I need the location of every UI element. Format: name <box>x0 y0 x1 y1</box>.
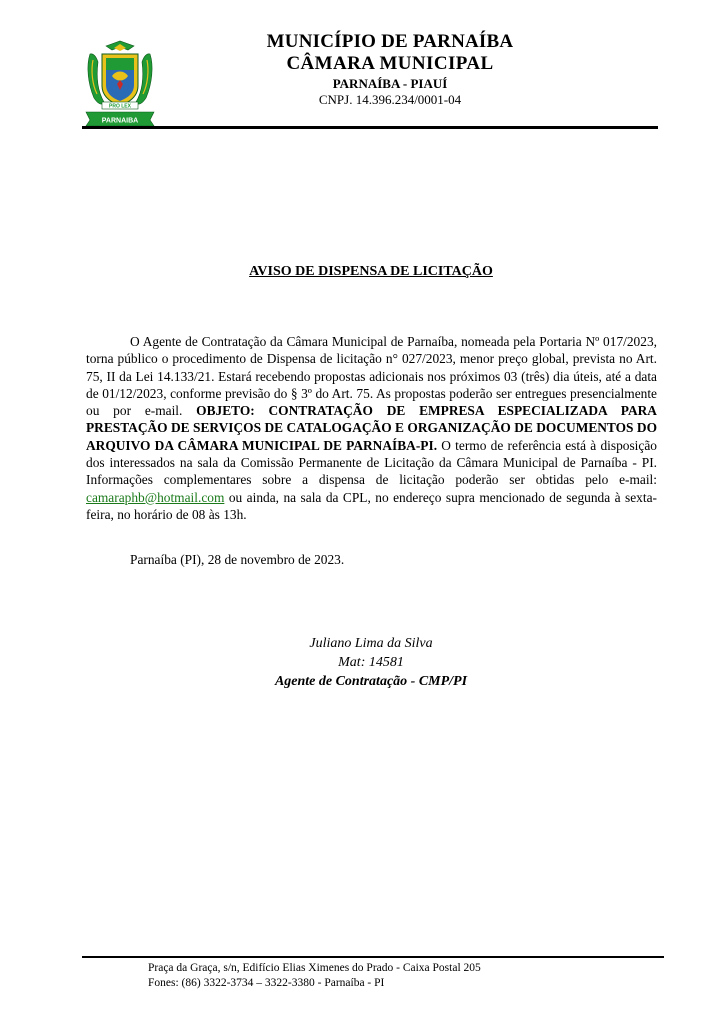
notice-intro: O Agente de Contratação da Câmara Municipal de Parnaíba, nomeada pela Portaria Nº 017/2023, torna público o procedimento de Dispensa de licitação n° 027/2023, menor preço global, prevista no Art. 75, II da Lei 14.133/21. Estará recebendo propostas adicionais nos próximos 03 (três) dia úteis, até a data de 01/12/2023, conforme previsão do § 3º do Art. 75. As propostas poderão ser entregues presencialmente ou por e-mail. <box>86 334 657 419</box>
header-divider <box>82 126 658 129</box>
signatory-name: Juliano Lima da Silva <box>309 636 433 651</box>
coat-of-arms-icon <box>84 40 156 128</box>
signatory-role: Agente de Contratação - CMP/PI <box>274 674 468 689</box>
notice-body <box>86 333 657 523</box>
header-cnpj: CNPJ. 14.396.234/0001-04 <box>318 92 462 107</box>
signatory-registration: Mat: 14581 <box>338 655 404 670</box>
notice-details: O termo de referência está à disposição dos interessados na sala da Comissão Permanente de Licitação da Câmara Municipal de Parnaíba - PI. Informações complementares sobre a dispensa de licitação poderão ser obtidas pelo e-mail: <box>86 437 657 488</box>
date-line: Parnaíba (PI), 28 de novembro de 2023. <box>130 552 345 567</box>
logo-motto: PRO LEX <box>109 103 131 110</box>
header-location: PARNAÍBA - PIAUÍ <box>332 76 448 91</box>
notice-schedule: ou ainda, na sala da CPL, no endereço supra mencionado de segunda à sexta-feira, no horário de 08 às 13h. <box>86 489 657 522</box>
notice-paragraph <box>86 333 657 523</box>
header-chamber: CÂMARA MUNICIPAL <box>286 53 494 74</box>
notice-object: OBJETO: CONTRATAÇÃO DE EMPRESA ESPECIALIZADA PARA PRESTAÇÃO DE SERVIÇOS DE CATALOGAÇÃO E ORGANIZAÇÃO DE DOCUMENTOS DO ARQUIVO DA CÂMARA MUNICIPAL DE PARNAÍBA-PI. <box>86 403 657 453</box>
header-municipality: MUNICÍPIO DE PARNAÍBA <box>266 31 514 52</box>
footer-address: Praça da Graça, s/n, Edifício Elias Ximenes do Prado - Caixa Postal 205 <box>148 962 481 974</box>
document-title: AVISO DE DISPENSA DE LICITAÇÃO <box>249 264 493 279</box>
email-link[interactable]: camaraphb@hotmail.com <box>86 489 225 505</box>
logo-banner: PARNAIBA <box>101 117 139 125</box>
footer-phones: Fones: (86) 3322-3734 – 3322-3380 - Parnaíba - PI <box>148 977 385 989</box>
footer-divider <box>82 956 664 958</box>
